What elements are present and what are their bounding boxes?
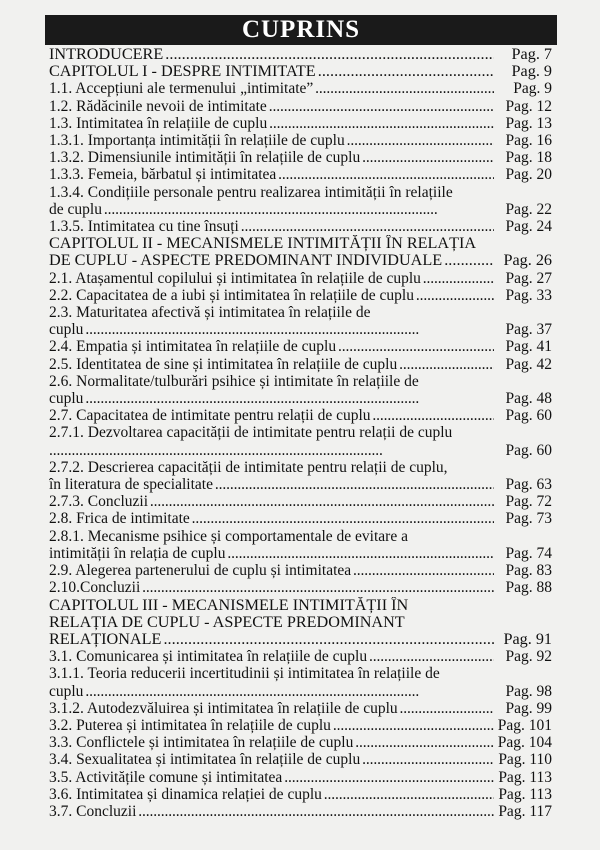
toc-chapter-entry	[49, 235, 552, 269]
toc-chapter-entry	[49, 63, 552, 80]
toc-page-number: Pag. 60	[505, 407, 552, 425]
toc-title: CUPRINS	[45, 15, 557, 45]
toc-entry-line: 2.8.1. Mecanisme psihice și comportamentale de evitare a	[49, 527, 408, 545]
toc-entry-title	[49, 424, 494, 458]
toc-page-number: Pag. 9	[511, 62, 552, 81]
toc-page-number: Pag. 22	[505, 200, 552, 218]
toc-entry-title: 3.6. Intimitatea și dinamica relației de cuplu . . .	[49, 786, 494, 803]
toc-entry	[49, 218, 552, 235]
toc-entry	[49, 734, 552, 751]
toc-entry-title: 1.3. Intimitatea în relațiile de cuplu . . .	[49, 115, 494, 132]
toc-entry-title: 2.4. Empatia și intimitatea în relațiile de cuplu . . .	[49, 338, 494, 355]
toc-page-number: Pag. 7	[511, 45, 552, 63]
toc-page-number: Pag. 117	[498, 802, 552, 820]
toc-entry	[49, 562, 552, 579]
toc-entry-title: 3.5. Activitățile comune și intimitatea . . .	[49, 769, 494, 786]
toc-entry-title: 3.3. Conflictele și intimitatea în relațiile de cuplu . . .	[49, 734, 494, 751]
toc-entry	[49, 803, 552, 820]
toc-entry-title: 1.1. Accepțiuni ale termenului „intimitate” . . .	[49, 80, 494, 97]
toc-entry	[49, 769, 552, 786]
toc-entry-line: 1.3.4. Condițiile personale pentru realizarea intimității în relațiile	[49, 183, 453, 201]
toc-entry-line: de cuplu . . .	[49, 201, 494, 218]
toc-entry	[49, 424, 552, 458]
toc-entry-line: CAPITOLUL II - MECANISMELE INTIMITĂȚII ÎN RELAȚIA	[49, 235, 477, 253]
toc-page-number: Pag. 73	[505, 510, 552, 528]
toc-entry-line	[49, 442, 494, 459]
toc-entry	[49, 786, 552, 803]
toc-page-number: Pag. 60	[505, 441, 552, 459]
toc-page-number: Pag. 12	[505, 97, 552, 115]
toc-entry	[49, 115, 552, 132]
toc-page-number: Pag. 63	[505, 476, 552, 494]
toc-entry	[49, 356, 552, 373]
toc-entry-line: 3.1.1. Teoria reducerii incertitudinii și intimitatea în relațiile de	[49, 665, 440, 683]
toc-entry	[49, 184, 552, 218]
toc-page-number: Pag. 83	[505, 562, 552, 580]
toc-page-number: Pag. 33	[505, 286, 552, 304]
toc-entry-title: 3.7. Concluzii . . .	[49, 803, 494, 820]
toc-entry	[49, 648, 552, 665]
toc-page-number: Pag. 27	[505, 269, 552, 287]
toc-entry-title: 3.1.2. Autodezvăluirea și intimitatea în relațiile de cuplu . . .	[49, 700, 494, 717]
toc-entry	[49, 338, 552, 355]
toc-entry	[49, 751, 552, 768]
toc-page-number: Pag. 26	[503, 251, 552, 270]
toc-entry-line: 2.7.1. Dezvoltarea capacității de intimitate pentru relații de cuplu	[49, 424, 453, 442]
toc-entry	[49, 304, 552, 338]
toc-entry-title: 1.3.5. Intimitatea cu tine însuți . . .	[49, 218, 494, 235]
toc-entry-title: CAPITOLUL I - DESPRE INTIMITATE . . .	[49, 63, 494, 80]
toc-entry-line: cuplu . . .	[49, 390, 494, 407]
toc-entry-title	[49, 304, 494, 338]
toc-entry-title: 1.3.2. Dimensiunile intimității în relațiile de cuplu . . .	[49, 149, 494, 166]
toc-page-number: Pag. 101	[497, 716, 552, 734]
toc-page-number: Pag. 99	[505, 699, 552, 717]
toc-page-number: Pag. 88	[505, 579, 552, 597]
toc-entry	[49, 700, 552, 717]
toc-page-number: Pag. 72	[505, 493, 552, 511]
toc-entry-line: 2.3. Maturitatea afectivă și intimitatea în relațiile de	[49, 304, 371, 322]
toc-page-number: Pag. 92	[505, 648, 552, 666]
toc-entry	[49, 270, 552, 287]
toc-entry	[49, 80, 552, 97]
toc-page-number: Pag. 91	[503, 629, 552, 648]
toc-entry-line: intimității în relația de cuplu . . .	[49, 545, 494, 562]
toc-page-number: Pag. 113	[498, 785, 552, 803]
toc-entry-line: RELAȚIA DE CUPLU - ASPECTE PREDOMINANT	[49, 613, 405, 631]
toc-page-number: Pag. 20	[505, 166, 552, 184]
toc-page-number: Pag. 41	[505, 338, 552, 356]
toc-entry	[49, 149, 552, 166]
toc-entry	[49, 459, 552, 493]
toc-entry-title: 1.3.1. Importanța intimității în relațiile de cuplu . . .	[49, 132, 494, 149]
toc-entry	[49, 528, 552, 562]
toc-entry-title: 3.1. Comunicarea și intimitatea în relațiile de cuplu . . .	[49, 648, 494, 665]
toc-entry-line: DE CUPLU - ASPECTE PREDOMINANT INDIVIDUALE . . .	[49, 252, 494, 269]
toc-entry-title	[49, 184, 494, 218]
toc-entry-title: 2.9. Alegerea partenerului de cuplu și intimitatea . . .	[49, 562, 494, 579]
toc-entry	[49, 373, 552, 407]
toc-entry-title	[49, 373, 494, 407]
toc-page-number: Pag. 42	[505, 355, 552, 373]
toc-entry-title: 2.5. Identitatea de sine și intimitatea în relațiile de cuplu . . .	[49, 356, 494, 373]
toc-entry-title	[49, 528, 494, 562]
toc-entry	[49, 407, 552, 424]
toc-entry-title: 2.2. Capacitatea de a iubi și intimitatea în relațiile de cuplu . . .	[49, 287, 494, 304]
toc-entry-title: 3.2. Puterea și intimitatea în relațiile de cuplu . . .	[49, 717, 494, 734]
toc-entry-title: 2.8. Frica de intimitate . . .	[49, 510, 494, 527]
toc-entry-title: 1.2. Rădăcinile nevoii de intimitate . . .	[49, 98, 494, 115]
toc-entry-line: cuplu . . .	[49, 683, 494, 700]
toc-entry	[49, 665, 552, 699]
toc-entry-title	[49, 459, 494, 493]
toc-entry-title: 2.1. Atașamentul copilului și intimitatea în relațiile de cuplu . . .	[49, 270, 494, 287]
toc-page-number: Pag. 104	[497, 734, 552, 752]
toc-entry-line: cuplu . . .	[49, 321, 494, 338]
toc-entry-title: 2.10.Concluzii . . .	[49, 579, 494, 596]
toc-page-number: Pag. 37	[505, 321, 552, 339]
toc-entry-title: 3.4. Sexualitatea și intimitatea în relațiile de cuplu . . .	[49, 751, 494, 768]
toc-page-number: Pag. 113	[498, 768, 552, 786]
toc-page-number: Pag. 74	[505, 544, 552, 562]
toc-entry-line: 2.7.2. Descrierea capacității de intimitate pentru relații de cuplu,	[49, 458, 448, 476]
toc-page-number: Pag. 110	[498, 751, 552, 769]
toc-entry-line: 2.6. Normalitate/tulburări psihice și intimitate în relațiile de	[49, 372, 419, 390]
toc-page-number: Pag. 48	[505, 390, 552, 408]
table-of-contents	[49, 46, 552, 820]
toc-entry	[49, 132, 552, 149]
toc-page-number: Pag. 98	[505, 682, 552, 700]
toc-entry	[49, 98, 552, 115]
toc-entry	[49, 579, 552, 596]
toc-entry	[49, 493, 552, 510]
toc-page-number: Pag. 24	[505, 218, 552, 236]
toc-entry	[49, 166, 552, 183]
toc-entry-title: 2.7.3. Concluzii . . .	[49, 493, 494, 510]
toc-entry-title	[49, 597, 494, 649]
toc-entry-line: CAPITOLUL III - MECANISMELE INTIMITĂȚII ÎN	[49, 596, 409, 614]
toc-entry-title	[49, 665, 494, 699]
toc-page-number: Pag. 13	[505, 114, 552, 132]
toc-entry-line: RELAȚIONALE . . .	[49, 631, 494, 648]
toc-entry-title: 1.3.3. Femeia, bărbatul și intimitatea . . .	[49, 166, 494, 183]
toc-entry	[49, 510, 552, 527]
toc-page-number: Pag. 16	[505, 132, 552, 150]
toc-entry-title: 2.7. Capacitatea de intimitate pentru relații de cuplu . . .	[49, 407, 494, 424]
toc-page-number: Pag. 9	[513, 80, 552, 98]
toc-entry	[49, 287, 552, 304]
toc-chapter-entry	[49, 46, 552, 63]
toc-entry-title: INTRODUCERE . . .	[49, 46, 494, 63]
toc-chapter-entry	[49, 597, 552, 649]
toc-entry	[49, 717, 552, 734]
toc-entry-line: în literatura de specialitate . . .	[49, 476, 494, 493]
toc-page-number: Pag. 18	[505, 149, 552, 167]
toc-entry-title	[49, 235, 494, 269]
